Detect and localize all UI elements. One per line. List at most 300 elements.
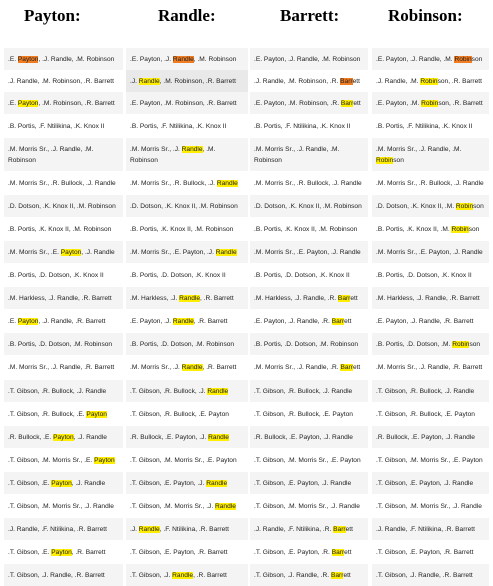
lineup-cell [4,449,123,471]
lineup-cell [4,426,123,448]
name-text: .M. Harkless, .J. [130,294,180,302]
lineup-text [130,455,237,466]
lineup-text [8,247,115,258]
lineup-text [376,524,475,535]
lineup-cell [126,310,248,332]
lineup-cell [250,495,368,517]
name-text: .E. [8,317,18,325]
name-highlight: Randle [216,179,238,187]
lineup-cell [126,333,248,355]
name-text: .M. Morris Sr., .J. [130,145,182,153]
lineup-cell [250,172,368,194]
name-text: son [471,55,483,63]
lineup-text [8,98,115,109]
name-text: .T. Gibson, .R. Bullock, .E. Payton [254,410,353,418]
name-text: .M. Morris Sr., .R. Bullock, .J. Randle [8,179,116,187]
lineup-cell [126,138,248,171]
name-highlight: Barr [340,77,353,85]
lineup-cell [4,172,123,194]
name-text: , .M. Robinson, .R. Barrett [159,77,236,85]
name-highlight: Barr [330,571,344,579]
lineup-text [376,98,483,109]
lineup-cell [4,541,123,563]
name-text: .E. Payton, .J. Randle, .R. [254,317,332,325]
lineup-cell [372,287,489,309]
name-highlight: Barr [333,525,346,533]
lineup-cell [250,333,368,355]
lineup-text [8,76,114,87]
name-text: , .J. Randle [71,479,106,487]
lineup-text [130,432,229,443]
lineup-cell [372,115,489,137]
name-highlight: Barr [340,363,353,371]
header-payton: Payton: [24,6,81,25]
lineup-text [130,224,233,235]
lineup-text [254,178,362,189]
lineup-text [254,76,360,87]
name-text: .J. [130,77,139,85]
name-text: .J. Randle, .F. Ntilikina, .R. [254,525,334,533]
lineup-cell [126,264,248,286]
lineup-text [376,121,472,132]
lineup-cell [250,287,368,309]
name-highlight: Payton [53,433,74,441]
lineup-cell [4,472,123,494]
lineup-text [254,478,351,489]
lineup-cell [372,472,489,494]
lineup-text [254,547,352,558]
lineup-text [8,201,116,212]
lineup-text [130,409,229,420]
name-text: .E. Payton, .M. [376,99,422,107]
lineup-text [8,524,107,535]
name-highlight: Barr [331,548,345,556]
name-text: .M. Morris Sr., .J. Randle, .R. Barrett [376,363,483,371]
name-text: , .M. Robinson [130,145,216,164]
name-text: son, .R. Barrett [437,77,482,85]
lineup-cell [372,449,489,471]
lineup-text [130,76,236,87]
name-text: .E. Payton, .J. Randle, .R. Barrett [376,317,474,325]
name-highlight: Randle [181,145,203,153]
name-text: ett [343,571,351,579]
lineup-cell [372,310,489,332]
name-text: .B. Portis, .F. Ntilikina, .K. Knox II [8,122,105,130]
name-text: , .R. Barrett [71,548,106,556]
name-text: ett [352,363,361,371]
name-text: , .M. Robinson [193,55,237,63]
name-highlight: Randle [215,248,237,256]
name-text: .J. Randle, .M. [376,77,421,85]
name-highlight: Randle [208,433,229,441]
name-text: , .J. Randle [81,248,115,256]
name-text: .M. Morris Sr., .R. Bullock, .J. Randle [376,179,484,187]
lineup-cell [372,48,489,70]
lineup-text [254,455,361,466]
lineup-text [254,98,361,109]
name-text: .J. Randle, .F. Ntilikina, .R. Barrett [8,525,107,533]
lineup-cell [250,195,368,217]
name-text: .J. [130,525,139,533]
lineup-cell [126,403,248,425]
lineup-text [8,432,107,443]
lineup-cell [126,241,248,263]
name-text: .T. Gibson, .E. [8,479,52,487]
name-text: , .J. Randle [73,433,107,441]
lineup-text [8,386,106,397]
name-text: .T. Gibson, .R. Bullock, .J. [130,387,208,395]
name-text: .D. Dotson, .K. Knox II, .M. [376,202,456,210]
name-text: .B. Portis, .D. Dotson, .K. Knox II [8,271,104,279]
name-text: .B. Portis, .F. Ntilikina, .K. Knox II [130,122,227,130]
name-text: .M. Harkless, .J. Randle, .R. [254,294,338,302]
lineup-text [376,501,482,512]
lineup-cell [250,449,368,471]
name-text: .M. Morris Sr., .E. Payton, .J. [130,248,216,256]
name-text: .E. Payton, .J. Randle, .M. [376,55,455,63]
name-text: .D. Dotson, .K. Knox II, .M. Robinson [254,202,362,210]
name-highlight: Payton [17,317,39,325]
name-text: .J. Randle, .F. Ntilikina, .R. Barrett [376,525,475,533]
lineup-text [376,178,484,189]
lineup-cell [372,403,489,425]
name-text: .J. Randle, .M. Robinson, .R. [254,77,341,85]
name-text: .M. Morris Sr., .J. Randle, .M. Robinson [254,145,340,164]
name-text: .T. Gibson, .R. Bullock, .E. [8,410,87,418]
name-text: .M. Morris Sr., .J. Randle, .R. Barrett [8,363,115,371]
name-text: ett [350,294,358,302]
lineup-cell [250,380,368,402]
name-text: .R. Bullock, .E. Payton, .J. [130,433,209,441]
name-highlight: Payton [60,248,82,256]
lineup-cell [4,241,123,263]
lineup-cell [4,564,123,586]
lineup-cell [372,195,489,217]
name-text: ett [353,99,361,107]
name-text: .T. Gibson, .R. Bullock, .J. Randle [376,387,475,395]
lineup-text [376,432,475,443]
lineup-cell [126,195,248,217]
lineup-text [8,570,105,581]
lineup-text [254,247,361,258]
lineup-text [254,270,350,281]
name-text: .R. Bullock, .E. [8,433,54,441]
lineup-cell [126,495,248,517]
lineup-text [254,501,360,512]
lineup-text [130,501,236,512]
lineup-text [254,339,358,350]
lineup-text [8,54,114,65]
name-text: .M. Morris Sr., .J. Randle, .M. [376,145,462,153]
lineup-text [130,339,234,350]
name-highlight: Payton [51,548,72,556]
lineup-text [254,409,353,420]
name-text: .T. Gibson, .M. Morris Sr., .E. [8,456,95,464]
lineup-cell [250,115,368,137]
lineup-cell [250,564,368,586]
lineup-text [130,178,238,189]
name-highlight: Payton [94,456,115,464]
name-text: .T. Gibson, .E. Payton, .R. [254,548,332,556]
name-text: .R. Bullock, .E. Payton, .J. Randle [254,433,353,441]
lineup-cell [250,426,368,448]
name-highlight: Randle [215,502,236,510]
lineup-text [130,201,238,212]
name-text: .B. Portis, .D. Dotson, .K. Knox II [254,271,350,279]
lineup-cell [126,380,248,402]
name-text: .T. Gibson, .E. Payton, .J. Randle [254,479,352,487]
name-text: .M. Morris Sr., .E. Payton, .J. Randle [254,248,361,256]
lineup-text [8,224,111,235]
lineup-text [376,386,474,397]
lineup-text [254,524,353,535]
lineup-text [130,362,236,373]
name-text: .E. [8,55,18,63]
name-highlight: Robin [376,156,394,164]
name-text: .T. Gibson, .M. Morris Sr., .E. Payton [254,456,361,464]
lineup-text [376,547,473,558]
name-text: .T. Gibson, .M. Morris Sr., .J. [130,502,215,510]
lineup-text [8,455,115,466]
lineup-cell [4,310,123,332]
lineup-cell [4,380,123,402]
name-text: .B. Portis, .D. Dotson, .M. Robinson [130,340,235,348]
lineup-cell [126,287,248,309]
name-highlight: Robin [452,340,470,348]
name-text: .E. Payton, .J. [130,317,173,325]
name-text: .J. Randle, .M. Robinson, .R. Barrett [8,77,114,85]
name-text: .D. Dotson, .K. Knox II, .M. Robinson [130,202,238,210]
lineup-cell [250,48,368,70]
lineup-text [376,455,483,466]
lineup-text [130,98,237,109]
header-randle: Randle: [158,6,216,25]
name-highlight: Randle [138,77,160,85]
name-text: son [393,156,404,164]
lineup-text [8,339,112,350]
lineup-text [376,478,473,489]
lineup-cell [250,264,368,286]
lineup-text [8,293,112,304]
name-text: .M. Morris Sr., .R. Bullock, .J. [130,179,217,187]
name-text: .B. Portis, .K. Knox II, .M. Robinson [130,225,234,233]
name-text: son [468,225,480,233]
lineup-cell [126,564,248,586]
name-text: .T. Gibson, .M. Morris Sr., .J. Randle [8,502,114,510]
name-text: .B. Portis, .K. Knox II, .M. Robinson [8,225,112,233]
name-text: .T. Gibson, .E. [8,548,52,556]
name-highlight: Payton [17,99,39,107]
lineup-cell [4,356,123,378]
lineup-cell [372,541,489,563]
name-text: .M. Morris Sr., .E. Payton, .J. Randle [376,248,483,256]
lineup-text [130,54,236,65]
name-text: .T. Gibson, .M. Morris Sr., .E. Payton [130,456,237,464]
lineup-text [254,386,352,397]
lineup-text [130,524,229,535]
name-text: .E. [8,99,18,107]
name-text: .T. Gibson, .E. Payton, .J. [130,479,207,487]
lineup-text [376,293,480,304]
lineup-cell [4,403,123,425]
lineup-text [376,409,475,420]
lineup-text [376,570,473,581]
name-text: .B. Portis, .D. Dotson, .M. Robinson [254,340,359,348]
name-highlight: Randle [172,317,194,325]
lineup-text [376,201,484,212]
lineup-cell [250,356,368,378]
lineup-cell [4,287,123,309]
lineup-text [8,270,104,281]
lineup-cell [4,218,123,240]
lineup-text [8,316,106,327]
name-text: .T. Gibson, .J. Randle, .R. Barrett [376,571,473,579]
name-text: .T. Gibson, .R. Bullock, .J. Randle [8,387,107,395]
name-highlight: Barr [331,317,345,325]
lineup-text [130,270,226,281]
name-text: .B. Portis, .K. Knox II, .M. [376,225,452,233]
lineup-text [376,339,480,350]
lineup-cell [126,70,248,92]
lineup-text [8,501,114,512]
lineup-text [8,178,116,189]
lineup-text [254,224,357,235]
lineup-text [254,432,353,443]
lineup-cell [372,426,489,448]
name-text: , .F. Ntilikina, .R. Barrett [159,525,229,533]
lineup-cell [4,115,123,137]
lineup-text [376,316,473,327]
lineup-cell [126,218,248,240]
name-text: .B. Portis, .D. Dotson, .K. Knox II [376,271,472,279]
name-text: .T. Gibson, .R. Bullock, .J. Randle [254,387,353,395]
name-text: .T. Gibson, .J. Randle, .R. Barrett [8,571,105,579]
name-text: , .R. Barrett [193,317,228,325]
lineup-cell [250,403,368,425]
name-text: .B. Portis, .D. Dotson, .M. Robinson [8,340,113,348]
lineup-text [254,362,360,373]
header-robinson: Robinson: [388,6,463,25]
lineup-cell [372,564,489,586]
name-text: .T. Gibson, .R. Bullock, .E. Payton [376,410,475,418]
name-text: .T. Gibson, .M. Morris Sr., .E. Payton [376,456,483,464]
lineup-text [130,316,228,327]
lineup-cell [126,472,248,494]
lineup-text [376,270,472,281]
name-text: .R. Bullock, .E. Payton, .J. Randle [376,433,475,441]
name-text: .E. Payton, .J. [130,55,173,63]
name-text: .M. Morris Sr., .R. Bullock, .J. Randle [254,179,362,187]
lineup-cell [4,92,123,114]
name-text: .T. Gibson, .R. Bullock, .E. Payton [130,410,229,418]
name-text: .B. Portis, .K. Knox II, .M. Robinson [254,225,358,233]
lineup-cell [372,172,489,194]
lineup-cell [126,518,248,540]
lineup-text [254,121,350,132]
name-text: .B. Portis, .D. Dotson, .M. [376,340,453,348]
name-highlight: Payton [17,55,39,63]
lineup-text [254,144,364,166]
lineup-text [254,570,351,581]
name-text: .T. Gibson, .M. Morris Sr., .J. Randle [376,502,482,510]
lineup-text [130,293,234,304]
lineup-text [8,547,106,558]
lineup-text [254,54,360,65]
name-highlight: Randle [206,479,228,487]
name-text: ett [345,525,353,533]
lineup-cell [126,115,248,137]
name-text: .B. Portis, .F. Ntilikina, .K. Knox II [254,122,351,130]
lineup-cell [250,241,368,263]
lineup-text [254,293,358,304]
name-text: ett [344,317,352,325]
lineup-cell [4,48,123,70]
lineup-cell [372,218,489,240]
lineup-cell [4,195,123,217]
name-text: .E. Payton, .M. Robinson, .R. Barrett [130,99,237,107]
lineup-cell [126,541,248,563]
lineup-cell [126,92,248,114]
name-text: ett [344,548,352,556]
lineup-text [376,54,482,65]
name-text: , .J. Randle, .R. Barrett [38,317,106,325]
lineup-cell [372,92,489,114]
name-text: , .M. Robinson, .R. Barrett [38,99,115,107]
name-highlight: Payton [51,479,72,487]
name-text: .T. Gibson, .J. [130,571,173,579]
lineup-cell [372,264,489,286]
name-text: son, .R. Barrett [438,99,483,107]
lineup-cell [250,218,368,240]
name-text: .T. Gibson, .E. Payton, .R. Barrett [130,548,228,556]
lineup-cell [372,518,489,540]
lineup-cell [250,70,368,92]
name-highlight: Payton [86,410,107,418]
name-text: .T. Gibson, .E. Payton, .R. Barrett [376,548,474,556]
name-text: son [473,202,484,210]
name-highlight: Barr [340,99,354,107]
name-highlight: Randle [172,55,194,63]
lineup-text [254,201,362,212]
lineup-text [130,121,226,132]
name-highlight: Randle [207,387,229,395]
lineup-cell [250,138,368,171]
lineup-cell [372,138,489,171]
lineup-text [130,386,228,397]
lineup-cell [126,426,248,448]
lineup-cell [4,495,123,517]
name-text: .M. Morris Sr., .J. [130,363,182,371]
lineup-text [254,316,352,327]
name-highlight: Robin [420,77,438,85]
name-text: ett [352,77,360,85]
lineup-cell [372,356,489,378]
name-text: .D. Dotson, .K. Knox II, .M. Robinson [8,202,116,210]
name-text: , .R. Barrett [202,363,237,371]
name-highlight: Randle [138,525,160,533]
name-text: .B. Portis, .D. Dotson, .K. Knox II [130,271,226,279]
lineup-text [130,478,227,489]
lineup-text [130,144,244,166]
name-text: .M. Harkless, .J. Randle, .R. Barrett [376,294,480,302]
lineup-cell [372,495,489,517]
lineup-cell [4,264,123,286]
lineup-cell [372,333,489,355]
name-highlight: Robin [454,55,472,63]
lineup-text [8,409,107,420]
name-text: , .J. Randle, .M. Robinson [38,55,115,63]
name-text: .M. Morris Sr., .J. Randle, .M. Robinson [8,145,94,164]
